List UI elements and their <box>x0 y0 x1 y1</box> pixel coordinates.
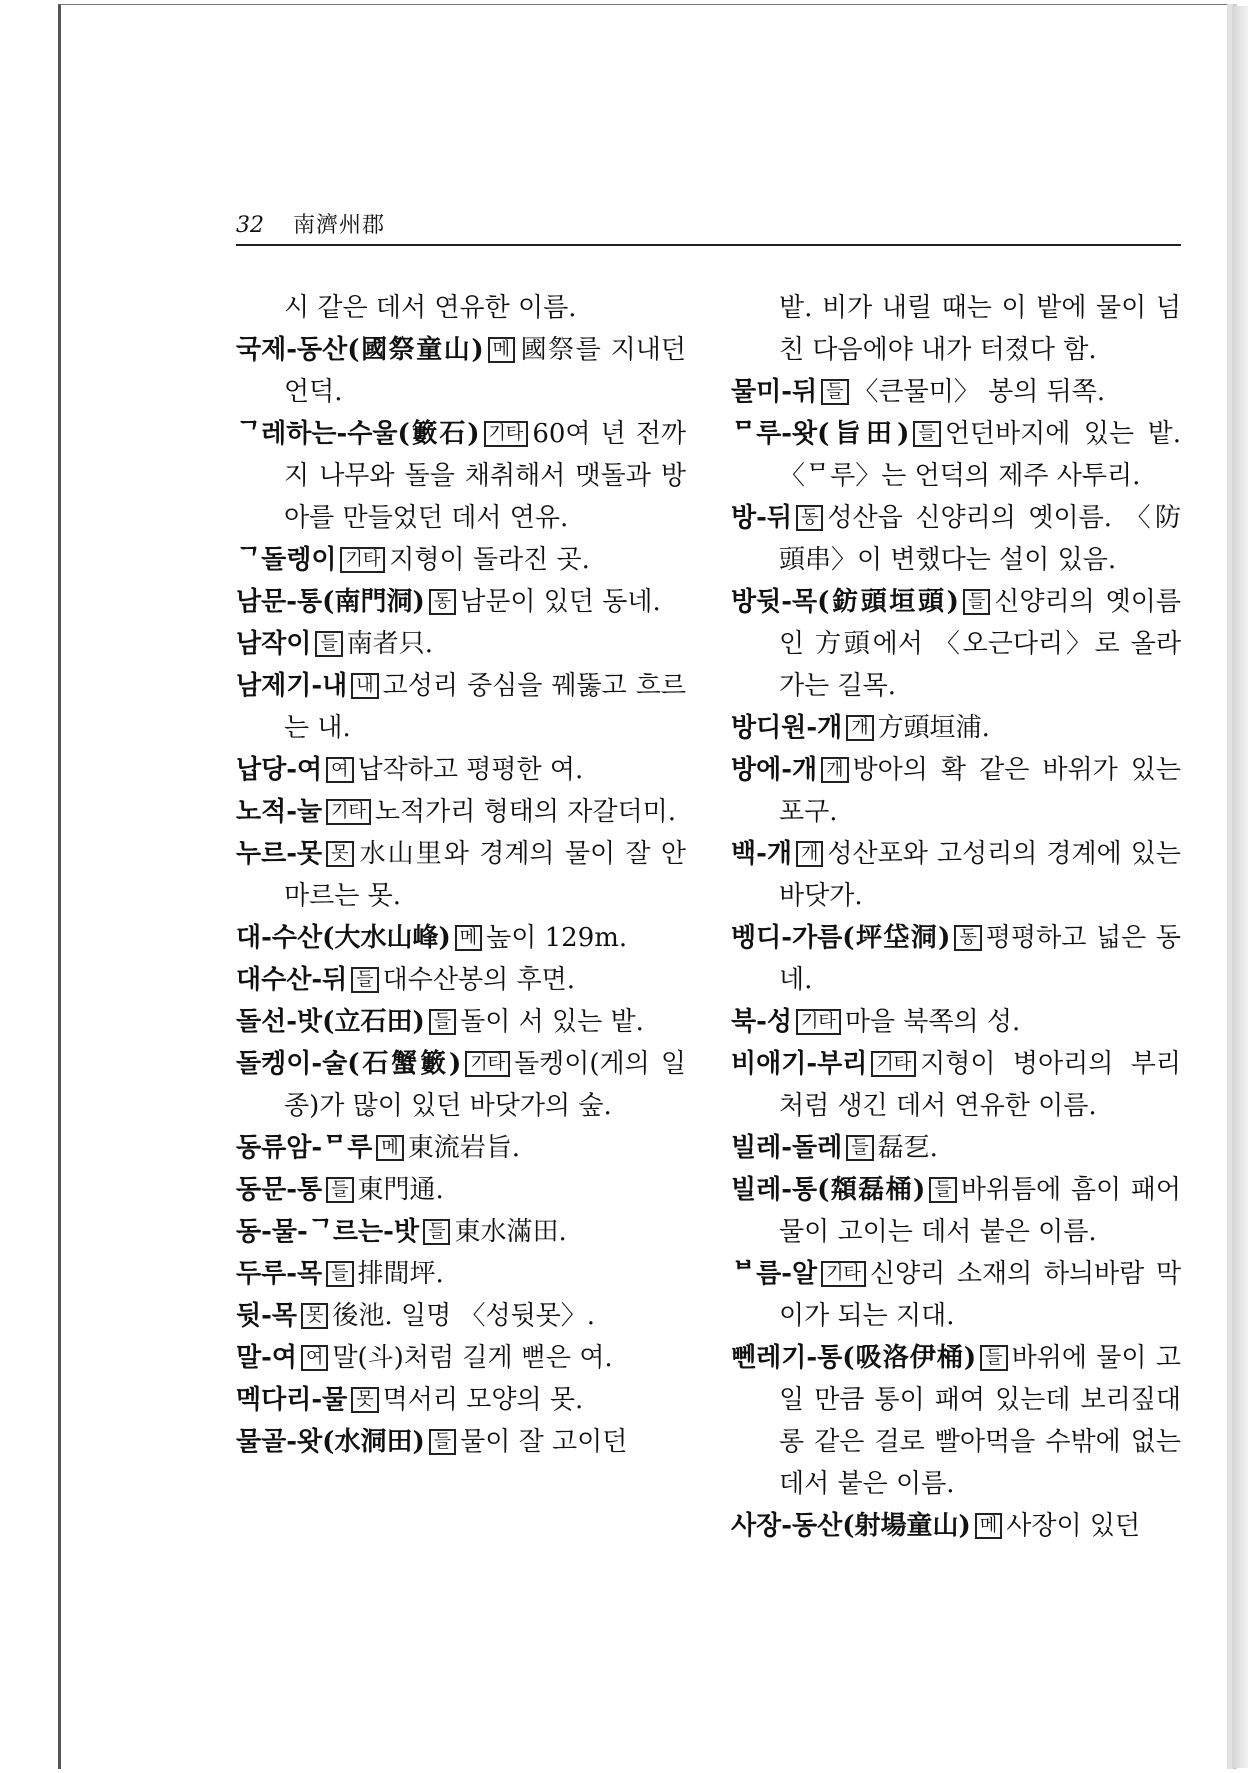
running-header <box>236 212 1181 246</box>
entry-definition: 언던바지에 있는 밭. 〈ᄆ루〉는 언덕의 제주 사투리. <box>779 419 1181 491</box>
entry-definition: 方頭垣浦. <box>877 713 990 743</box>
category-tag: 메 <box>488 337 515 363</box>
entry-definition: 水山里와 경계의 물이 잘 안 마르는 못. <box>284 839 686 911</box>
entry-definition: 대수산봉의 후면. <box>382 965 575 995</box>
entry-term: 두루-목 <box>236 1259 323 1289</box>
category-tag: 메 <box>975 1513 1002 1539</box>
entry-term: 대-수산(大水山峰) <box>236 923 451 953</box>
dictionary-entry <box>731 1043 1181 1127</box>
category-tag: 기타 <box>326 799 371 825</box>
entry-term: 대수산-뒤 <box>236 965 348 995</box>
entry-definition: 성산포와 고성리의 경계에 있는 바닷가. <box>779 839 1181 911</box>
category-tag: 기타 <box>871 1051 916 1077</box>
entry-definition: 磊乭. <box>877 1133 938 1163</box>
category-tag: 메 <box>376 1135 403 1161</box>
entry-definition: 國祭를 지내던 언덕. <box>284 335 687 407</box>
entry-definition: 排間坪. <box>357 1259 444 1289</box>
entry-term: 사장-동산(射場童山) <box>731 1511 971 1541</box>
dictionary-entry <box>236 329 686 413</box>
category-tag: 들 <box>326 1261 353 1287</box>
category-tag: 내 <box>351 673 378 699</box>
entry-term: 방에-개 <box>731 755 818 785</box>
dictionary-entry <box>731 707 1181 749</box>
dictionary-entry <box>236 1337 686 1379</box>
category-tag: 동 <box>429 589 456 615</box>
entry-definition: 지형이 병아리의 부리처럼 생긴 데서 연유한 이름. <box>779 1049 1181 1121</box>
category-tag: 들 <box>846 1135 873 1161</box>
entry-definition: 평평하고 넓은 동네. <box>779 923 1182 995</box>
entry-term: 빌레-돌레 <box>731 1133 843 1163</box>
category-tag: 동 <box>796 505 823 531</box>
category-tag: 기타 <box>465 1051 510 1077</box>
entry-term: ᄇ름-알 <box>731 1259 818 1289</box>
dictionary-entry <box>236 1421 686 1463</box>
entry-term: 누르-못 <box>236 839 323 869</box>
entry-definition: 東流岩旨. <box>407 1133 521 1163</box>
category-tag: 기타 <box>796 1009 841 1035</box>
dictionary-entry <box>236 665 686 749</box>
entry-term: 물미-뒤 <box>731 377 818 407</box>
category-tag: 개 <box>796 841 823 867</box>
page-number: 32 <box>236 213 264 238</box>
entry-definition: 돌이 서 있는 밭. <box>460 1007 644 1037</box>
entry-definition: 멱서리 모양의 못. <box>382 1385 584 1415</box>
category-tag: 기타 <box>821 1261 866 1287</box>
dictionary-entry <box>236 1127 686 1169</box>
entry-term: 방뒷-목(鈁頭垣頭) <box>731 587 959 617</box>
dictionary-entry <box>236 581 686 623</box>
category-tag: 들 <box>929 1177 956 1203</box>
dictionary-entry <box>731 917 1181 1001</box>
entry-definition: 돌켕이(게의 일종)가 많이 있던 바닷가의 숲. <box>284 1049 687 1121</box>
dictionary-entry <box>731 1127 1181 1169</box>
category-tag: 여 <box>326 757 353 783</box>
dictionary-entry <box>731 581 1181 707</box>
dictionary-entry <box>236 413 686 539</box>
category-tag: 들 <box>963 589 990 615</box>
entry-term: 물골-왓(水洞田) <box>236 1427 425 1457</box>
category-tag: 메 <box>455 925 482 951</box>
entry-term: ᄆ루-왓(旨田) <box>731 419 910 449</box>
dictionary-entry <box>731 371 1181 413</box>
dictionary-entry <box>731 1337 1181 1505</box>
category-tag: 들 <box>423 1219 450 1245</box>
entry-term: 노적-눌 <box>236 797 323 827</box>
entry-term: 동문-통 <box>236 1175 323 1205</box>
category-tag: 개 <box>846 715 873 741</box>
entry-definition: 後池. 일명 〈성뒷못〉. <box>332 1301 596 1331</box>
dictionary-entry <box>731 497 1181 581</box>
entry-definition: 노적가리 형태의 자갈더미. <box>374 797 676 827</box>
entry-term: 멕다리-물 <box>236 1385 348 1415</box>
entry-definition: 바위틈에 흠이 패어 물이 고이는 데서 붙은 이름. <box>779 1175 1181 1247</box>
entry-definition: 시 같은 데서 연유한 이름. <box>284 293 577 323</box>
entry-term: 돌켕이-술(石蟹籔) <box>236 1049 462 1079</box>
dictionary-entry <box>236 1295 686 1337</box>
category-tag: 기타 <box>340 547 385 573</box>
category-tag: 들 <box>326 1177 353 1203</box>
category-tag: 들 <box>429 1429 456 1455</box>
category-tag: 동 <box>954 925 981 951</box>
entry-definition: 東門通. <box>357 1175 444 1205</box>
dictionary-entry <box>236 1169 686 1211</box>
dictionary-entry <box>236 1379 686 1421</box>
category-tag: 여 <box>301 1345 328 1371</box>
right-column <box>731 287 1181 1547</box>
dictionary-entry <box>236 749 686 791</box>
category-tag: 들 <box>351 967 378 993</box>
entry-term: 뒷-목 <box>236 1301 298 1331</box>
entry-definition: 납작하고 평평한 여. <box>357 755 584 785</box>
dictionary-entry <box>731 1253 1181 1337</box>
dictionary-entry <box>731 1001 1181 1043</box>
entry-term: 동-물-ᄀ르는-밧 <box>236 1217 420 1247</box>
category-tag: 기타 <box>484 421 529 447</box>
entry-definition: 남문이 있던 동네. <box>460 587 661 617</box>
entry-definition: 東水滿田. <box>454 1217 567 1247</box>
left-column <box>236 287 686 1463</box>
dictionary-entry <box>236 1211 686 1253</box>
entry-definition: 〈큰물미〉 봉의 뒤쪽. <box>852 377 1106 407</box>
entry-definition: 말(斗)처럼 길게 뻗은 여. <box>332 1343 613 1373</box>
category-tag: 개 <box>821 757 848 783</box>
entry-term: 비애기-부리 <box>731 1049 868 1079</box>
entry-term: 방디원-개 <box>731 713 843 743</box>
dictionary-entry <box>236 623 686 665</box>
entry-term: 돌선-밧(立石田) <box>236 1007 425 1037</box>
dictionary-entry <box>236 1001 686 1043</box>
dictionary-entry <box>731 833 1181 917</box>
entry-definition: 60여 년 전까지 나무와 돌을 채취해서 맷돌과 방아를 만들었던 데서 연유. <box>284 419 687 533</box>
entry-definition: 성산읍 신양리의 옛이름. 〈防頭串〉이 변했다는 설이 있음. <box>779 503 1181 575</box>
dictionary-entry <box>236 287 686 329</box>
entry-term: 남작이 <box>236 629 312 659</box>
dictionary-entry <box>236 791 686 833</box>
entry-definition: 높이 129m. <box>486 923 628 953</box>
entry-term: 남문-통(南門洞) <box>236 587 425 617</box>
entry-definition: 지형이 돌라진 곳. <box>389 545 590 575</box>
category-tag: 못 <box>351 1387 378 1413</box>
entry-definition: 마을 북쪽의 성. <box>844 1007 1021 1037</box>
dictionary-entry <box>236 1043 686 1127</box>
entry-definition: 물이 잘 고이던 <box>460 1427 628 1457</box>
entry-definition: 南者只. <box>346 629 434 659</box>
entry-term: 동류암-ᄆ루 <box>236 1133 373 1163</box>
dictionary-entry <box>731 1169 1181 1253</box>
entry-term: 빌레-통(頮磊桶) <box>731 1175 926 1205</box>
entry-term: 납당-여 <box>236 755 323 785</box>
entry-term: 벵디-가름(坪垈洞) <box>731 923 951 953</box>
dictionary-entry <box>731 287 1181 371</box>
dictionary-entry <box>236 917 686 959</box>
entry-term: 국제-동산(國祭童山) <box>236 335 484 365</box>
category-tag: 들 <box>315 631 342 657</box>
section-title: 南濟州郡 <box>293 213 386 238</box>
entry-definition: 바위에 물이 고일 만큼 통이 패여 있는데 보리짚대롱 같은 걸로 빨아먹을 수밖에 없는 데서 붙은 이름. <box>779 1343 1181 1499</box>
category-tag: 들 <box>821 379 848 405</box>
dictionary-entry <box>236 1253 686 1295</box>
category-tag: 못 <box>326 841 353 867</box>
page-edge-shadow <box>1232 6 1248 1768</box>
dictionary-entry <box>731 413 1181 497</box>
entry-term: 백-개 <box>731 839 793 869</box>
entry-term: 남제기-내 <box>236 671 348 701</box>
category-tag: 못 <box>301 1303 328 1329</box>
entry-definition: 고성리 중심을 꿰뚫고 흐르는 내. <box>284 671 686 743</box>
dictionary-entry <box>731 1505 1181 1547</box>
entry-definition: 신양리의 옛이름인 方頭에서 〈오근다리〉로 올라가는 길목. <box>779 587 1182 701</box>
dictionary-entry <box>236 833 686 917</box>
entry-term: 북-성 <box>731 1007 793 1037</box>
category-tag: 들 <box>913 421 940 447</box>
entry-definition: 사장이 있던 <box>1006 1511 1141 1541</box>
entry-definition: 방아의 확 같은 바위가 있는 포구. <box>779 755 1181 827</box>
dictionary-entry <box>236 959 686 1001</box>
category-tag: 들 <box>980 1345 1007 1371</box>
dictionary-entry <box>731 749 1181 833</box>
entry-definition: 신양리 소재의 하늬바람 막이가 되는 지대. <box>779 1259 1181 1331</box>
dictionary-entry <box>236 539 686 581</box>
entry-term: ᄀ레하는-수울(籔石) <box>236 419 480 449</box>
category-tag: 들 <box>429 1009 456 1035</box>
entry-definition: 밭. 비가 내릴 때는 이 밭에 물이 넘친 다음에야 내가 터졌다 함. <box>779 293 1181 365</box>
entry-term: 방-뒤 <box>731 503 793 533</box>
entry-term: 말-여 <box>236 1343 298 1373</box>
entry-term: ᄀ돌렝이 <box>236 545 337 575</box>
entry-term: 뻰레기-통(吸洛伊桶) <box>731 1343 977 1373</box>
